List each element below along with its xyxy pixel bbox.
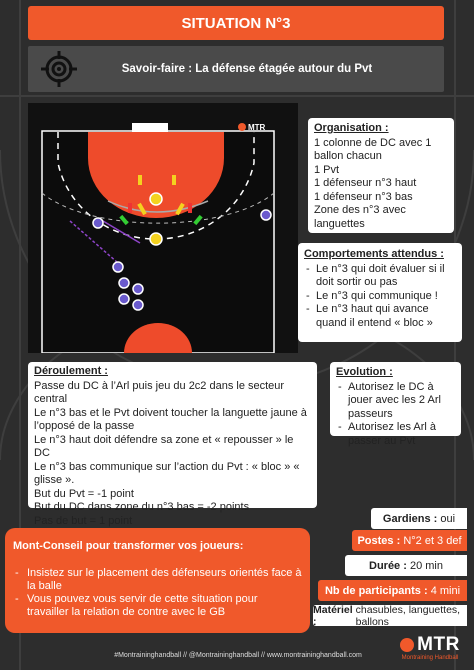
evolution-item: - Autorisez le DC à jouer avec les 2 Arl passeurs [336,381,455,422]
brand-subtitle: Montraining Handball [401,655,459,661]
deroulement-line: But du DC dans zone du n°3 bas = -2 points [34,501,250,513]
mont-conseil-box [5,528,310,633]
deroulement-box [28,362,317,527]
organisation-line: 1 colonne de DC avec 1 ballon chacun [314,136,432,162]
page-title: SITUATION N°3 [28,6,444,40]
deroulement-line: Le n°3 bas et le Pvt doivent toucher la languette jaune à l’opposé de la passe [34,406,307,432]
court-logo: MTR [248,123,266,132]
info-value: oui [440,512,456,525]
deroulement-line: Pas de but = 1 point [34,514,133,527]
attacker-right [261,210,271,220]
brand-logo [395,634,465,668]
brand-name: MTR [417,634,460,655]
deroulement-heading: Déroulement : [34,365,108,377]
organisation-box [308,118,454,233]
info-value: 20 min [409,559,443,572]
footer-social: #Montraininghandball // @Montraininghandball // www.montraininghandball.com [114,652,362,659]
attacker-left [93,218,103,228]
info-participants [318,580,467,601]
info-label: Postes : [357,534,401,547]
deroulement-line: But du Pvt = -1 point [34,487,134,500]
mont-conseil-item: - Insistez sur le placement des défenseurs orientés face à la balle [13,567,302,593]
info-label: Durée : [369,559,407,572]
organisation-line: 1 Pvt [314,163,340,176]
evolution-heading: Evolution : [336,366,393,378]
comportement-item: - Le n°3 qui doit évaluer si il doit sortir ou pas [304,263,456,290]
info-value: chasubles, languettes, ballons [355,603,461,628]
info-label: Nb de participants : [324,584,428,597]
deroulement-line: Le n°3 haut doit défendre sa zone et « repousser » le DC [34,433,294,459]
target-icon [28,46,90,92]
info-postes [352,530,467,551]
defender-high [150,233,162,245]
goal [132,123,168,132]
organisation-heading: Organisation : [314,122,389,134]
evolution-item: - Autorisez les Arl à passer au Pvt [336,421,455,448]
mont-conseil-heading: Mont-Conseil pour transformer vos joueurs: [13,540,244,552]
comportement-item: - Le n°3 qui communique ! [304,290,456,304]
info-value: 4 mini [430,584,461,597]
evolution-box [330,362,461,447]
organisation-line: Zone des n°3 avec languettes [314,204,406,230]
deroulement-line: Le n°3 bas communique sur l’action du Pvt : « bloc » « glisse ». [34,460,300,486]
mont-conseil-item: - Vous pouvez vous servir de cette situation pour travailler la relation de contre avec le GB [13,593,302,619]
organisation-line: 1 défenseur n°3 bas [314,190,413,203]
comportement-item: - Le n°3 haut qui avance quand il entend « bloc » [304,303,456,330]
info-label: Gardiens : [382,512,438,525]
pivot-player [150,193,162,205]
organisation-line: 1 défenseur n°3 haut [314,177,417,189]
comportements-heading: Comportements attendus : [304,248,444,260]
info-gardiens [371,508,467,529]
info-value: N°2 et 3 def [403,534,462,547]
skill-text: Savoir-faire : La défense étagée autour du Pvt [121,63,373,75]
info-duree [345,555,467,576]
brand-dot-icon [400,638,414,652]
info-label: Matériel : [313,603,353,628]
court-diagram [28,103,298,353]
skill-banner [28,46,444,92]
deroulement-line: Passe du DC à l’Arl puis jeu du 2c2 dans le secteur central [34,379,285,405]
comportements-box [298,243,462,342]
attacker-receiver [113,262,123,272]
info-materiel [313,605,467,626]
